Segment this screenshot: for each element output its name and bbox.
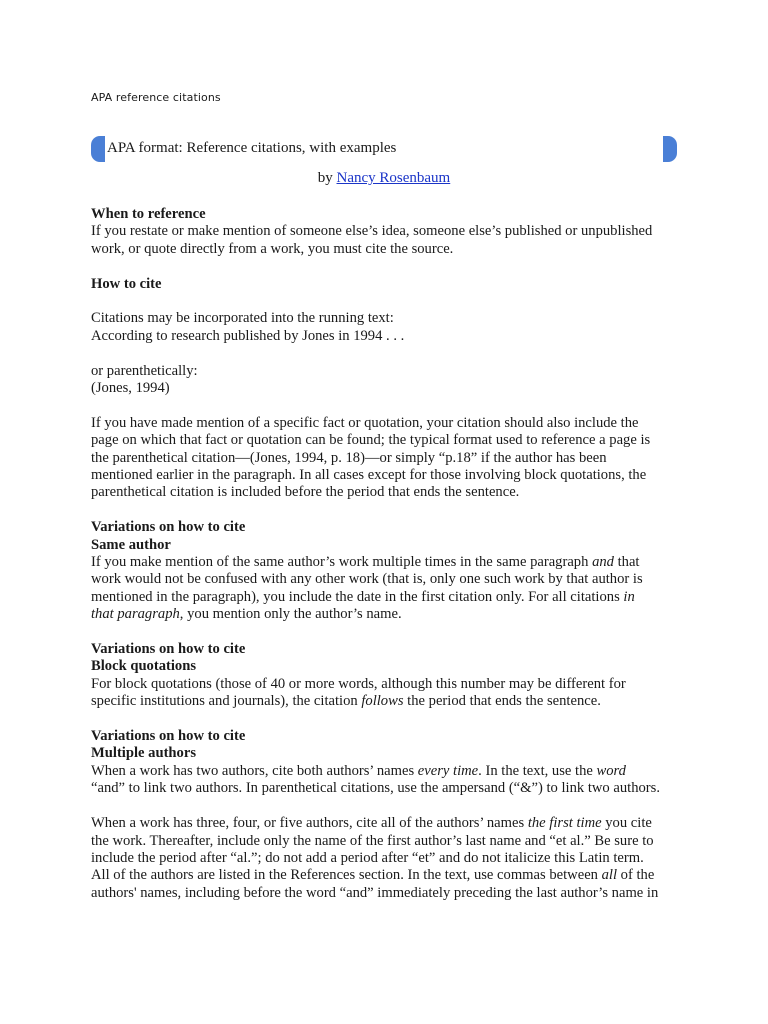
body-line: work, or quote directly from a work, you must cite the source.: [91, 240, 454, 257]
subsection-heading: Same author: [91, 536, 171, 553]
body-line: mentioned in the paragraph), you include the date in the first citation only. For all citations in: [91, 588, 635, 605]
body-line: mentioned earlier in the paragraph. In all cases except for those involving block quotations, the: [91, 467, 647, 484]
document-title: APA reference citations: [91, 91, 221, 104]
title-banner: [91, 136, 677, 162]
body-line: “and” to link two authors. In parenthetical citations, use the ampersand (“&”) to link two authors.: [91, 780, 660, 797]
body-line: All of the authors are listed in the References section. In the text, use commas between all of the: [91, 867, 655, 884]
byline: [0, 170, 768, 187]
subsection-heading: Block quotations: [91, 658, 197, 675]
banner-right-tab: [663, 136, 677, 162]
body-line: the parenthetical citation—(Jones, 1994, p. 18)—or simply “p.18” if the author has been: [91, 449, 607, 466]
body-line: When a work has three, four, or five authors, cite all of the authors’ names the first time you cite: [91, 815, 652, 832]
subsection-heading: Multiple authors: [91, 745, 196, 762]
article-body: [91, 206, 691, 902]
body-line: authors' names, including before the word “and” immediately preceding the last author’s name in: [91, 884, 659, 901]
body-line: specific institutions and journals), the citation follows the period that ends the sentence.: [91, 693, 601, 710]
body-line: page on which that fact or quotation can be found; the typical format used to reference a page is: [91, 432, 651, 449]
byline-prefix: by: [317, 170, 337, 186]
section-heading: Variations on how to cite: [91, 519, 246, 536]
banner-left-tab: [91, 136, 105, 162]
author-link[interactable]: Nancy Rosenbaum: [336, 170, 451, 186]
body-line: According to research published by Jones in 1994 . . .: [91, 327, 405, 344]
body-line: When a work has two authors, cite both authors’ names every time. In the text, use the word: [91, 762, 626, 779]
section-heading: Variations on how to cite: [91, 728, 246, 745]
body-line: that paragraph, you mention only the author’s name.: [91, 606, 402, 623]
body-line: For block quotations (those of 40 or more words, although this number may be different for: [91, 675, 626, 692]
body-line: the work. Thereafter, include only the name of the first author’s last name and “et al.” Be sure to: [91, 832, 654, 849]
body-line: or parenthetically:: [91, 362, 198, 379]
section-heading: How to cite: [91, 275, 162, 292]
section-heading: When to reference: [91, 206, 206, 222]
section-heading: Variations on how to cite: [91, 641, 246, 658]
body-line: Citations may be incorporated into the running text:: [91, 310, 394, 327]
body-line: parenthetical citation is included before the period that ends the sentence.: [91, 484, 520, 501]
body-line: include the period after “al.”; do not add a period after “et” and do not italicize this Latin term.: [91, 849, 644, 866]
body-line: (Jones, 1994): [91, 380, 170, 397]
article-title: APA format: Reference citations, with examples: [107, 140, 397, 156]
body-line: If you make mention of the same author’s work multiple times in the same paragraph and that: [91, 554, 640, 571]
body-line: If you have made mention of a specific fact or quotation, your citation should also include the: [91, 414, 639, 431]
body-line: If you restate or make mention of someone else’s idea, someone else’s published or unpublished: [91, 223, 653, 240]
body-line: work would not be confused with any other work (that is, only one such work by that author is: [91, 571, 643, 588]
